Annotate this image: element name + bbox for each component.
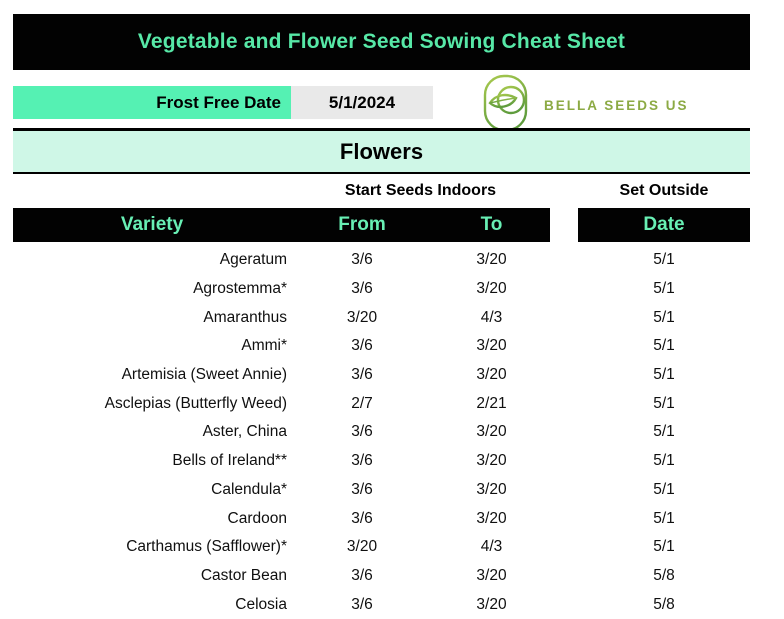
from-date-cell: 3/6 [351,480,373,498]
set-outside-date-cell: 5/1 [653,366,675,384]
to-date-cell: 3/20 [476,480,507,498]
set-outside-date-cell: 5/1 [653,337,675,355]
variety-cell: Calendula* [211,480,287,498]
column-header-to: To [480,214,503,235]
logo-wordmark: BELLA SEEDS US [544,98,689,113]
from-date-cell: 3/6 [351,251,373,269]
to-date-cell: 4/3 [480,308,503,326]
variety-cell: Aster, China [202,423,287,441]
to-date-cell: 4/3 [480,538,503,556]
variety-cell: Bells of Ireland** [172,452,287,470]
table-row [13,332,750,361]
to-date-cell: 3/20 [476,423,507,441]
title-banner [13,14,750,70]
section-banner-flowers [13,128,750,174]
set-outside-date-cell: 5/1 [653,538,675,556]
table-row [13,361,750,390]
set-outside-date-cell: 5/1 [653,308,675,326]
from-date-cell: 3/20 [346,538,378,556]
variety-cell: Celosia [235,595,287,613]
to-date-cell: 2/21 [476,394,507,412]
to-date-cell: 3/20 [476,452,507,470]
from-date-cell: 3/6 [351,280,373,298]
set-outside-date-cell: 5/8 [653,566,675,584]
table-row [13,447,750,476]
table-header-right-block [578,208,750,242]
set-outside-date-cell: 5/1 [653,509,675,527]
variety-cell: Amaranthus [203,308,287,326]
from-date-cell: 3/6 [351,423,373,441]
to-date-cell: 3/20 [476,337,507,355]
variety-cell: Artemisia (Sweet Annie) [121,366,287,384]
group-header-start-seeds-indoors: Start Seeds Indoors [344,182,497,199]
variety-cell: Cardoon [227,509,287,527]
set-outside-date-cell: 5/1 [653,251,675,269]
variety-cell: Castor Bean [200,566,287,584]
table-row [13,246,750,275]
frost-free-date-label: Frost Free Date [13,86,291,119]
to-date-cell: 3/20 [476,595,507,613]
table-row [13,590,750,619]
set-outside-date-cell: 5/1 [653,452,675,470]
flowers-table-body [13,246,750,619]
frost-free-date-value[interactable]: 5/1/2024 [291,86,433,119]
column-header-from: From [338,214,386,235]
variety-cell: Ageratum [219,251,287,269]
set-outside-date-cell: 5/1 [653,423,675,441]
column-header-date: Date [643,214,685,235]
table-header-left-block [13,208,550,242]
column-header-variety: Variety [120,214,184,235]
from-date-cell: 3/6 [351,337,373,355]
from-date-cell: 3/6 [351,566,373,584]
variety-cell: Carthamus (Safflower)* [126,538,287,556]
to-date-cell: 3/20 [476,251,507,269]
table-row [13,389,750,418]
variety-cell: Ammi* [241,337,287,355]
table-row [13,275,750,304]
page-title: Vegetable and Flower Seed Sowing Cheat Sheet [137,30,626,53]
frost-free-date-row [13,86,433,119]
table-row [13,303,750,332]
to-date-cell: 3/20 [476,566,507,584]
set-outside-date-cell: 5/1 [653,394,675,412]
table-row [13,533,750,562]
group-header-set-outside: Set Outside [619,182,709,199]
variety-cell: Agrostemma* [193,280,287,298]
table-row [13,418,750,447]
from-date-cell: 3/6 [351,452,373,470]
to-date-cell: 3/20 [476,280,507,298]
table-row [13,504,750,533]
to-date-cell: 3/20 [476,509,507,527]
from-date-cell: 3/6 [351,509,373,527]
from-date-cell: 3/6 [351,595,373,613]
from-date-cell: 3/20 [346,308,378,326]
set-outside-date-cell: 5/1 [653,280,675,298]
set-outside-date-cell: 5/1 [653,480,675,498]
from-date-cell: 2/7 [351,394,373,412]
from-date-cell: 3/6 [351,366,373,384]
to-date-cell: 3/20 [476,366,507,384]
section-title: Flowers [339,138,424,164]
variety-cell: Asclepias (Butterfly Weed) [104,394,287,412]
table-row [13,562,750,591]
set-outside-date-cell: 5/8 [653,595,675,613]
table-row [13,476,750,505]
